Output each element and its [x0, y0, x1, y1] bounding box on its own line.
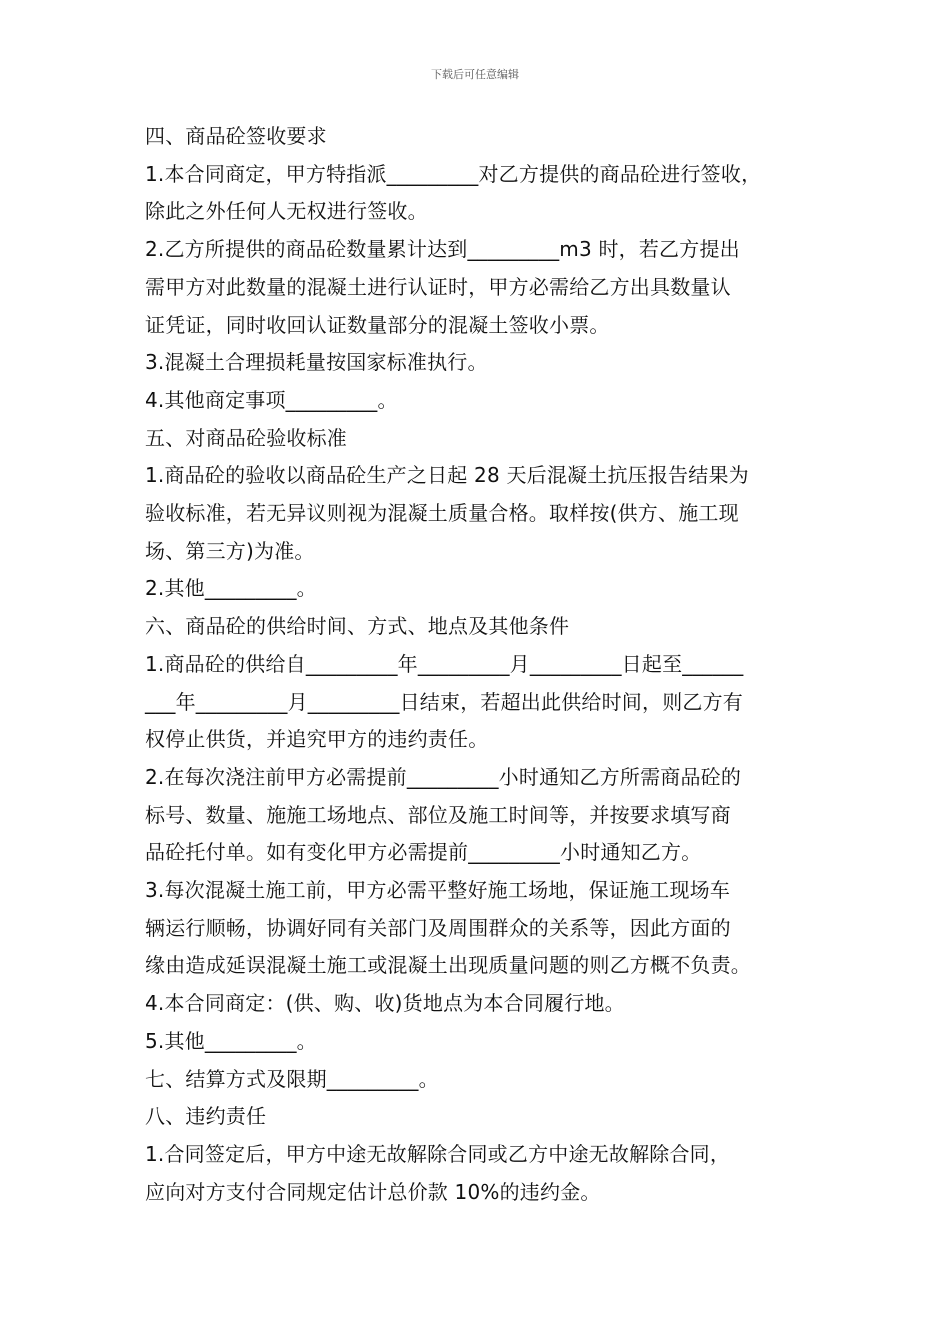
- paragraph-line: 2.在每次浇注前甲方必需提前_________小时通知乙方所需商品砼的: [145, 764, 742, 789]
- page-header-note: 下载后可任意编辑: [431, 68, 519, 81]
- paragraph-line: 3.每次混凝土施工前，甲方必需平整好施工场地，保证施工现场车: [145, 878, 731, 903]
- paragraph-line: ___年_________月_________日结束，若超出此供给时间，则乙方有: [145, 689, 743, 714]
- paragraph-line: 2.其他_________。: [145, 576, 317, 601]
- section-heading-8: 八、违约责任: [145, 1104, 267, 1129]
- paragraph-line: 品砼托付单。如有变化甲方必需提前_________小时通知乙方。: [145, 840, 702, 865]
- paragraph-line: 1.合同签定后，甲方中途无故解除合同或乙方中途无故解除合同，: [145, 1141, 731, 1166]
- paragraph-line: 权停止供货，并追究甲方的违约责任。: [145, 727, 489, 752]
- paragraph-line: 1.商品砼的验收以商品砼生产之日起 28 天后混凝土抗压报告结果为: [145, 463, 749, 488]
- paragraph-line: 1.商品砼的供给自_________年_________月_________日起至______: [145, 651, 744, 676]
- paragraph-line: 2.乙方所提供的商品砼数量累计达到_________m3 时，若乙方提出: [145, 237, 740, 262]
- paragraph-line: 验收标准，若无异议则视为混凝土质量合格。取样按(供方、施工现: [145, 501, 739, 526]
- paragraph-line: 标号、数量、施施工场地点、部位及施工时间等，并按要求填写商: [145, 802, 731, 827]
- section-heading-4: 四、商品砼签收要求: [145, 124, 327, 148]
- section-heading-5: 五、对商品砼验收标准: [145, 425, 347, 450]
- paragraph-line: 需甲方对此数量的混凝土进行认证时，甲方必需给乙方出具数量认: [145, 274, 731, 299]
- paragraph-line: 4.其他商定事项_________。: [145, 387, 398, 412]
- paragraph-line: 3.混凝土合理损耗量按国家标准执行。: [145, 350, 488, 375]
- paragraph-line: 除此之外任何人无权进行签收。: [145, 199, 428, 224]
- paragraph-line: 场、第三方)为准。: [145, 538, 315, 563]
- paragraph-line: 5.其他_________。: [145, 1028, 317, 1053]
- paragraph-line: 缘由造成延误混凝土施工或混凝土出现质量问题的则乙方概不负责。: [145, 953, 751, 978]
- paragraph-line: 1.本合同商定，甲方特指派_________对乙方提供的商品砼进行签收，: [145, 161, 762, 186]
- section-heading-6: 六、商品砼的供给时间、方式、地点及其他条件: [145, 614, 570, 639]
- paragraph-line: 辆运行顺畅，协调好同有关部门及周围群众的关系等，因此方面的: [145, 915, 731, 940]
- paragraph-line: 应向对方支付合同规定估计总价款 10%的违约金。: [145, 1179, 601, 1204]
- paragraph-line: 4.本合同商定：(供、购、收)货地点为本合同履行地。: [145, 991, 625, 1016]
- section-heading-7: 七、结算方式及限期_________。: [145, 1066, 439, 1091]
- paragraph-line: 证凭证，同时收回认证数量部分的混凝土签收小票。: [145, 312, 610, 337]
- document-body: [145, 118, 815, 1211]
